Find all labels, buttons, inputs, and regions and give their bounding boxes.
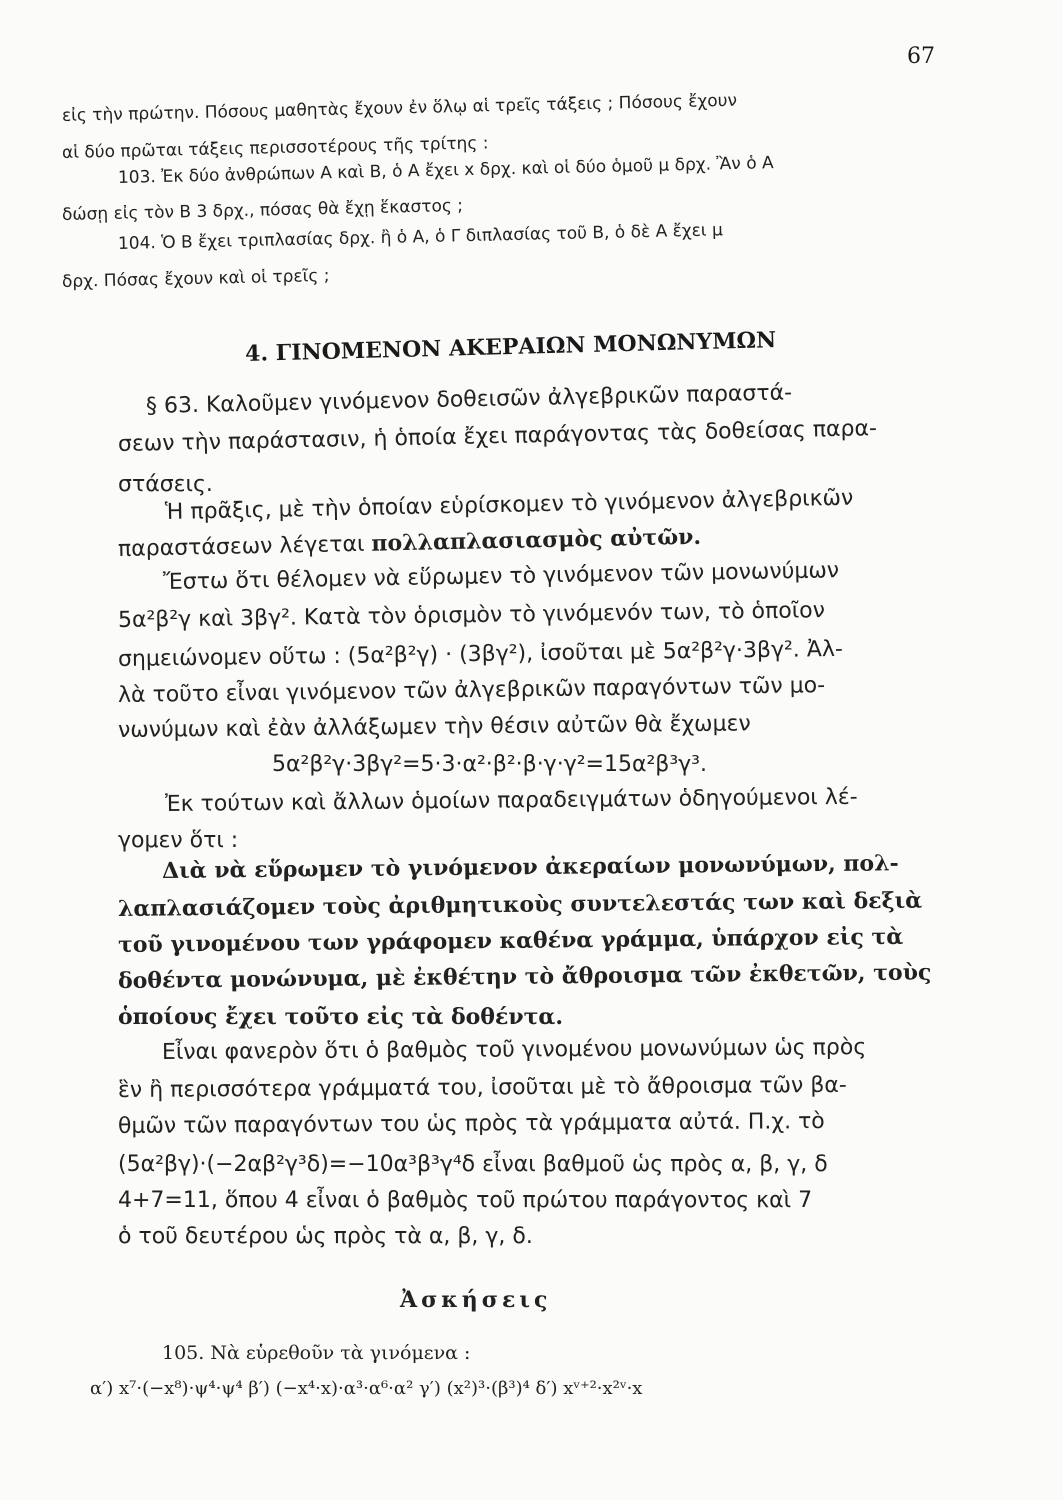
exercise-line: α′) x⁷·(−x⁸)·ψ⁴·ψ⁴ β′) (−x⁴·x)·α³·α⁶·α² γ′) (x²)³·(β³)⁴ δ′) xᵛ⁺²·x²ᵛ·x <box>90 1378 643 1399</box>
rule-line: Διὰ νὰ εὕρωμεν τὸ γινόμενον ἀκεραίων μονωνύμων, πολ- <box>161 850 899 884</box>
text-line: δρχ. Πόσας ἔχουν καὶ οἱ τρεῖς ; <box>61 265 330 292</box>
text-line <box>118 524 702 562</box>
text-line: 104. Ὁ Β ἔχει τριπλασίας δρχ. ἢ ὁ Α, ὁ Γ διπλασίας τοῦ Β, ὁ δὲ Α ἔχει μ <box>117 220 724 254</box>
text-line: στάσεις. <box>118 472 213 497</box>
rule-line: λαπλασιάζομεν τοὺς ἀριθμητικοὺς συντελεστάς των καὶ δεξιὰ <box>117 887 923 922</box>
text-line: σεων τὴν παράστασιν, ἡ ὁποία ἔχει παράγοντας τὰς δοθείσας παρα- <box>117 416 878 457</box>
text-line: Ἡ πρᾶξις, μὲ τὴν ὁποίαν εὑρίσκομεν τὸ γινόμενον ἀλγεβρικῶν <box>164 485 854 525</box>
text-line: θμῶν τῶν παραγόντων του ὡς πρὸς τὰ γράμματα αὐτά. Π.χ. τὸ <box>117 1109 825 1139</box>
exercise-line: 105. Νὰ εὑρεθοῦν τὰ γινόμενα : <box>162 1342 471 1364</box>
text-line: εἰς τὴν πρώτην. Πόσους μαθητὰς ἔχουν ἐν ὅλῳ αἱ τρεῖς τάξεις ; Πόσους ἔχουν <box>61 90 738 126</box>
text-line: λὰ τοῦτο εἶναι γινόμενον τῶν ἀλγεβρικῶν παραγόντων τῶν μο- <box>117 673 826 708</box>
text-line: νωνύμων καὶ ἐὰν ἀλλάξωμεν τὴν θέσιν αὐτῶν θὰ ἔχωμεν <box>117 711 751 743</box>
text-line: Εἶναι φανερὸν ὅτι ὁ βαθμὸς τοῦ γινομένου μονωνύμων ὡς πρὸς <box>161 1035 867 1065</box>
bold-term: πολλαπλασιασμὸς αὐτῶν. <box>371 523 702 557</box>
rule-line: ὁποίους ἔχει τοῦτο εἰς τὰ δοθέντα. <box>118 1004 564 1030</box>
page-number: 67 <box>907 44 935 69</box>
text-span: παραστάσεων λέγεται <box>117 531 365 562</box>
text-line: αἱ δύο πρῶται τάξεις περισσοτέρους τῆς τρίτης : <box>61 133 489 163</box>
rule-line: δοθέντα μονώνυμα, μὲ ἐκθέτην τὸ ἄθροισμα τῶν ἐκθετῶν, τοὺς <box>117 959 932 994</box>
text-line: 103. Ἐκ δύο ἀνθρώπων Α καὶ Β, ὁ Α ἔχει x δρχ. καὶ οἱ δύο ὁμοῦ μ δρχ. Ἂν ὁ Α <box>117 153 774 188</box>
text-line: Ἐκ τούτων καὶ ἄλλων ὁμοίων παραδειγμάτων ὁδηγούμενοι λέ- <box>164 784 858 817</box>
rule-line: τοῦ γινομένου των γράφομεν καθένα γράμμα, ὑπάρχον εἰς τὰ <box>117 923 904 958</box>
math-line: (5α²βγ)·(−2αβ²γ³δ)=−10α³β³γ⁴δ εἶναι βαθμοῦ ὡς πρὸς α, β, γ, δ <box>118 1152 828 1177</box>
text-line: σημειώνομεν οὕτω : (5α²β²γ) · (3βγ²), ἰσοῦται μὲ 5α²β²γ·3βγ². Ἀλ- <box>117 636 844 672</box>
text-line: ἓν ἢ περισσότερα γράμματά του, ἰσοῦται μὲ τὸ ἄθροισμα τῶν βα- <box>117 1072 847 1103</box>
text-line: ὁ τοῦ δευτέρου ὡς πρὸς τὰ α, β, γ, δ. <box>118 1224 533 1249</box>
text-line: γομεν ὅτι : <box>118 828 239 853</box>
text-line: § 63. Καλοῦμεν γινόμενον δοθεισῶν ἀλγεβρικῶν παραστά- <box>145 380 793 419</box>
text-line: Ἔστω ὅτι θέλομεν νὰ εὕρωμεν τὸ γινόμενον τῶν μονωνύμων <box>162 558 840 595</box>
text-line: 5α²β²γ καὶ 3βγ². Κατὰ τὸν ὁρισμὸν τὸ γινόμενόν των, τὸ ὁποῖον <box>117 598 826 633</box>
exercises-title: Ἀσκήσεις <box>400 1287 552 1313</box>
text-line: δώσῃ εἰς τὸν Β 3 δρχ., πόσας θὰ ἔχῃ ἕκαστος ; <box>61 195 464 225</box>
math-line: 5α²β²γ·3βγ²=5·3·α²·β²·β·γ·γ²=15α²β³γ³. <box>272 752 707 777</box>
section-heading: 4. ΓΙΝΟΜΕΝΟΝ ΑΚΕΡΑΙΩΝ ΜΟΝΩΝΥΜΩΝ <box>244 327 777 367</box>
text-line: 4+7=11, ὅπου 4 εἶναι ὁ βαθμὸς τοῦ πρώτου παράγοντος καὶ 7 <box>118 1188 813 1213</box>
